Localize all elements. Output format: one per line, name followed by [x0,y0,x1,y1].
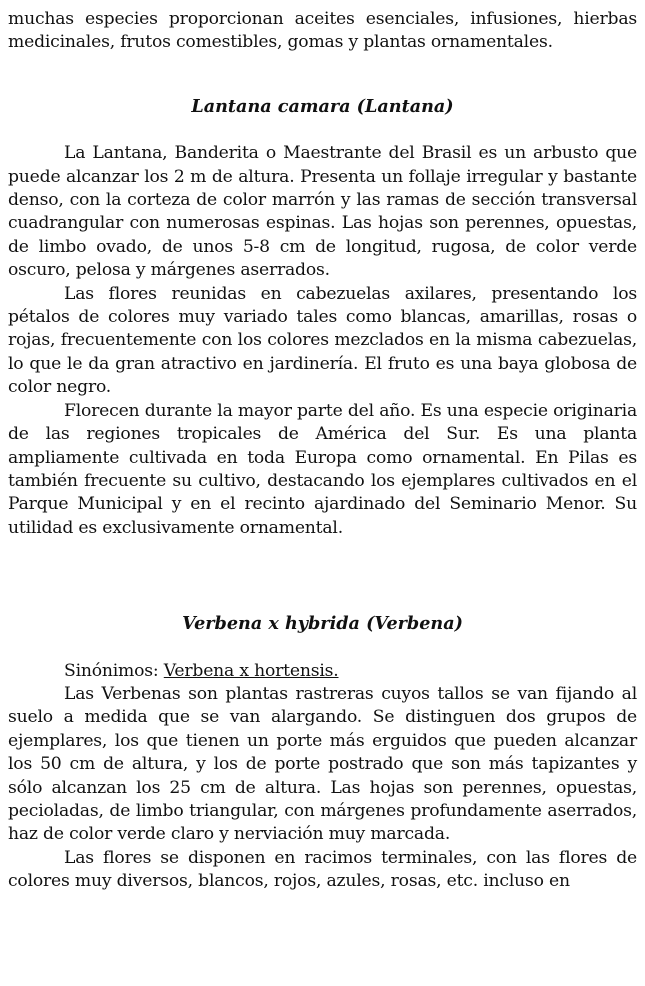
lantana-heading: Lantana camara (Lantana) [191,95,454,117]
spacer [8,55,637,95]
verbena-synonyms [8,660,637,683]
verbena-paragraph-flowers: Las flores se disponen en racimos terminales, con las flores de colores muy diversos, blancos, rojos, azules, rosas, etc. incluso en [8,847,637,892]
synonyms-value: Verbena x hortensis. [163,660,339,681]
lantana-paragraph-flowers: Las flores reunidas en cabezuelas axilares, presentando los pétalos de colores muy variado tales como blancas, amarillas, rosas o rojas, frecuentemente con los colores mezclados en la misma cabezuelas, lo que le da gran atractivo en jardinería. El fruto es una baya globosa de color negro. [8,283,637,398]
synonyms-label: Sinónimos: [64,660,159,681]
lantana-paragraph-distribution: Florecen durante la mayor parte del año. Es una especie originaria de las regiones tropicales de América del Sur. Es una planta ampliamente cultivada en toda Europa como ornamental. En Pilas es también frecuente su cultivo, destacando los ejemplares cultivados en el Parque Municipal y en el recinto ajardinado del Seminario Menor. Su utilidad es exclusivamente ornamental. [8,400,637,538]
lantana-paragraph-description: La Lantana, Banderita o Maestrante del Brasil es un arbusto que puede alcanzar los 2 m de altura. Presenta un follaje irregular y bastante denso, con la corteza de color marrón y las ramas de sección transversal cuadrangular con numerosas espinas. Las hojas son perennes, opuestas, de limbo ovado, de unos 5-8 cm de longitud, rugosa, de color verde oscuro, pelosa y márgenes aserrados. [8,143,637,281]
spacer [8,636,637,660]
spacer [8,540,637,612]
verbena-heading: Verbena x hybrida (Verbena) [182,613,463,635]
verbena-paragraph-description: Las Verbenas son plantas rastreras cuyos tallos se van fijando al suelo a medida que se van alargando. Se distinguen dos grupos de ejemplares, los que tienen un porte más erguidos que pueden alcanzar los 50 cm de altura, y los de porte postrado que son más tapizantes y sólo alcanzan los 25 cm de altura. Las hojas son perennes, opuestas, pecioladas, de limbo triangular, con márgenes profundamente aserrados, haz de color verde claro y nerviación muy marcada. [8,683,637,845]
intro-paragraph: muchas especies proporcionan aceites esenciales, infusiones, hierbas medicinales, frutos comestibles, gomas y plantas ornamentales. [8,9,637,53]
spacer [8,118,637,142]
